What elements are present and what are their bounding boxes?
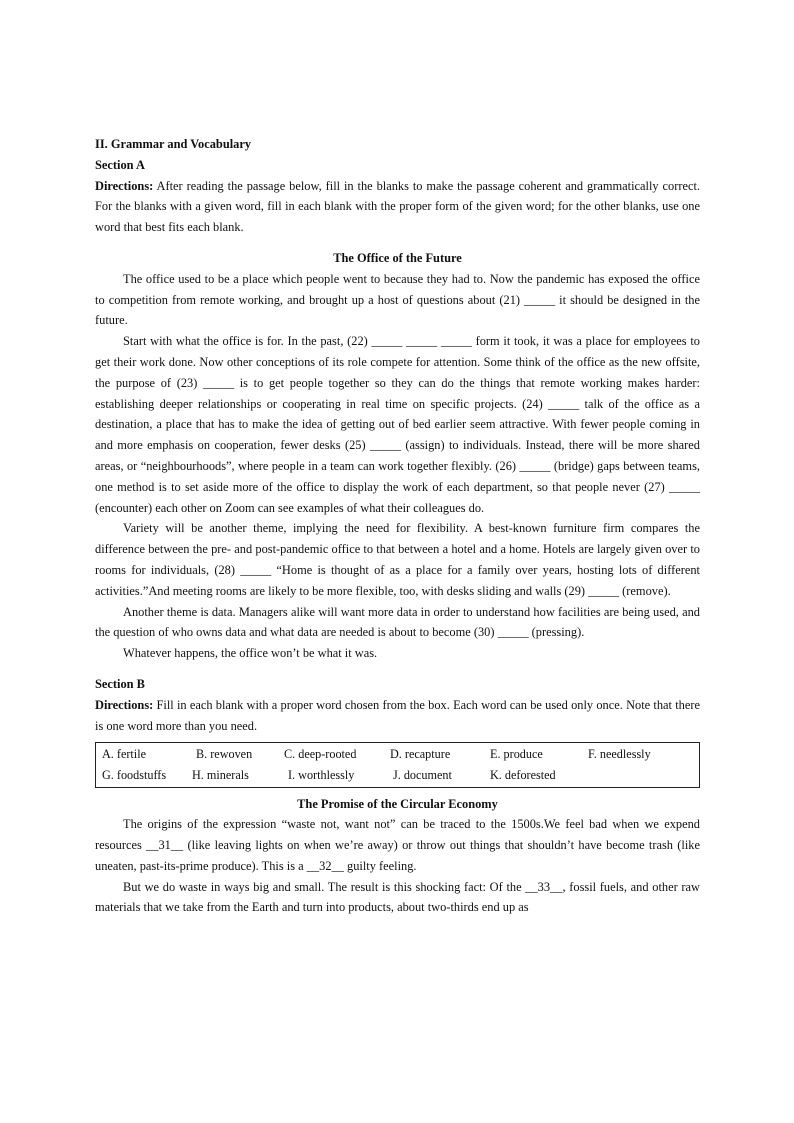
- paragraph: But we do waste in ways big and small. The result is this shocking fact: Of the __33__, fossil fuels, and other raw materials that we take from the Earth and turn into products, about two-thirds end up as: [95, 879, 700, 915]
- word-option: C. deep-rooted: [284, 747, 357, 762]
- word-box-row: [102, 744, 693, 765]
- word-option: E. produce: [490, 747, 543, 762]
- paragraph: Whatever happens, the office won’t be what it was.: [123, 646, 378, 661]
- word-option: B. rewoven: [196, 747, 253, 762]
- passage-title: The Office of the Future: [333, 250, 462, 265]
- paragraph: Variety will be another theme, implying the need for flexibility. A best-known furniture firm compares the difference between the pre- and post-pandemic office to that between a hotel and a home. Hotels are largely given over to rooms for individuals, (28) _____ “Home is thought of as a place for a family over years, hosting lots of different activities.”And meeting rooms are likely to be more flexible, too, with desks sliding and walls (29) _____ (remove).: [95, 521, 700, 598]
- paragraph: Another theme is data. Managers alike will want more data in order to understand how facilities are being used, and the question of who owns data and what data are needed is about to become (30) _____ (pressing).: [95, 604, 700, 640]
- word-option: A. fertile: [102, 747, 146, 762]
- word-box: [95, 742, 700, 787]
- directions-label: Directions:: [95, 697, 154, 712]
- paragraph: Start with what the office is for. In the past, (22) _____ _____ _____ form it took, it was a place for employees to get their work done. Now other conceptions of its role compete for attention. Some think of the office as the new offsite, the purpose of (23) _____ is to get people together so they can do the things that remote working makes harder: establishing deeper relationships or cooperating in real time on specific projects. (24) _____ talk of the office as a destination, a place that has to make the idea of getting out of bed earlier seem attractive. With fewer people coming in and more emphasis on cooperation, fewer desks (25) _____ (assign) to individuals. Instead, there will be more shared areas, or “neighbourhoods”, where people in a team can work together flexibly. (26) _____ (bridge) gaps between teams, one method is to set aside more of the office to display the work of each department, so that people never (27) _____ (encounter) each other on Zoom can see examples of what their colleagues do.: [95, 334, 700, 515]
- directions-text: Fill in each blank with a proper word chosen from the box. Each word can be used only once. Note that there is one word more than you need.: [95, 697, 700, 733]
- paragraph: The origins of the expression “waste not, want not” can be traced to the 1500s.We feel bad when we expend resources __31__ (like leaving lights on when we’re away) or throw out things that shouldn’t have become trash (like uneaten, past-its-prime produce). This is a __32__ guilty feeling.: [95, 817, 700, 873]
- word-option: J. document: [393, 767, 452, 782]
- passage-title: The Promise of the Circular Economy: [297, 796, 498, 811]
- directions-label: Directions:: [95, 178, 154, 193]
- word-option: D. recapture: [390, 747, 451, 762]
- spacer: [95, 664, 700, 674]
- section-heading: II. Grammar and Vocabulary: [95, 137, 252, 151]
- word-box-row: [102, 765, 693, 786]
- word-option: H. minerals: [192, 767, 249, 782]
- spacer: [95, 238, 700, 248]
- paragraph: The office used to be a place which people went to because they had to. Now the pandemic has exposed the office to competition from remote working, and brought up a host of questions about (21) _____ it should be designed in the future.: [95, 271, 700, 328]
- word-option: G. foodstuffs: [102, 767, 167, 782]
- section-a-label: Section A: [95, 157, 145, 172]
- directions-text: After reading the passage below, fill in the blanks to make the passage coherent and grammatically correct. For the blanks with a given word, fill in each blank with the proper form of the given word; for the other blanks, use one word that best fits each blank.: [95, 178, 700, 235]
- word-option: I. worthlessly: [288, 767, 355, 782]
- section-b-directions: [95, 695, 700, 737]
- section-b-label: Section B: [95, 676, 145, 691]
- word-option: K. deforested: [490, 767, 556, 782]
- section-a-directions: [95, 176, 700, 238]
- word-option: F. needlessly: [588, 747, 651, 762]
